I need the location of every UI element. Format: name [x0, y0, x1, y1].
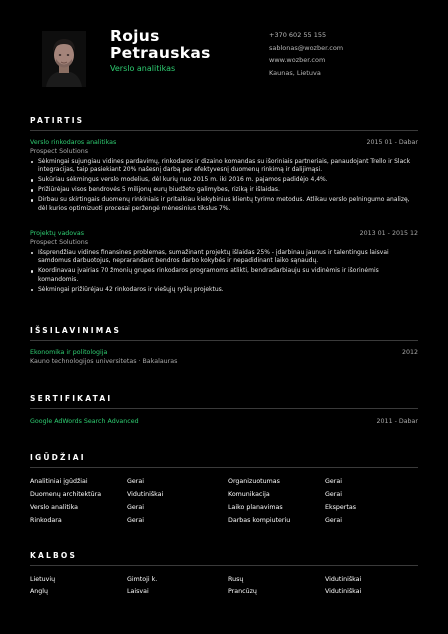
contact-email[interactable]: sablonas@wozber.com — [269, 43, 344, 52]
skill-name: Rinkodara — [30, 517, 62, 524]
skill-level: Gerai — [127, 504, 144, 511]
language-name: Lietuvių — [30, 576, 56, 583]
contact-list — [269, 29, 343, 79]
section-title-education: IŠSILAVINIMAS — [30, 326, 122, 335]
skill-level: Gerai — [127, 517, 144, 524]
section-divider — [30, 130, 418, 131]
section-title-certificates: SERTIFIKATAI — [30, 394, 113, 403]
name-last: Petrauskas — [110, 44, 211, 62]
skill-level: Gerai — [127, 478, 144, 485]
section-title-languages: KALBOS — [30, 551, 78, 560]
job-company-2: Prospect Solutions — [30, 239, 89, 246]
skill-name: Organizuotumas — [228, 478, 280, 485]
skill-name: Verslo analitika — [30, 504, 78, 511]
job-company-1: Prospect Solutions — [30, 148, 89, 155]
job-title-1: Verslo rinkodaros analitikas — [30, 139, 117, 146]
list-item: Dirbau su skirtingais duomenų rinkiniais ir pritaikiau kiekybinius klientų tyrimo metodus. Atlikau verslo pelningumo analizę, dėl kurios optimizuoti procesai peržengė mėnesinius tikslus 7%. — [30, 196, 416, 213]
list-item: Sukūriau sėkmingus verslo modelius, dėl kurių nuo 2015 m. iki 2016 m. pajamos padidėjo 4,4%. — [30, 176, 416, 184]
avatar — [42, 31, 86, 87]
job-title: Verslo analitikas — [110, 64, 176, 73]
skill-level: Gerai — [325, 517, 342, 524]
contact-phone[interactable]: +370 602 55 155 — [269, 31, 327, 39]
section-title-experience: PATIRTIS — [30, 116, 85, 125]
list-item: Išsprendžiau vidines finansines problemas, sumažinant projektų išlaidas 25% - įdarbinau jaunus ir talentingus laisvai samdomus darbuotojus, neprarandant bendros darbo kokybės ir nepadidinant laiko sąnaudų. — [30, 249, 416, 266]
skill-name: Darbas kompiuteriu — [228, 517, 291, 524]
name-first: Rojus — [110, 27, 160, 45]
certificate-dates: 2011 - Dabar — [376, 418, 418, 425]
certificate-name: Google AdWords Search Advanced — [30, 418, 139, 425]
section-divider — [30, 408, 418, 409]
skill-level: Gerai — [325, 478, 342, 485]
skill-level: Ekspertas — [325, 504, 356, 511]
job-title-2: Projektų vadovas — [30, 230, 85, 237]
contact-website[interactable]: www.wozber.com — [269, 56, 326, 64]
education-school: Kauno technologijos universitetas · Bakalauras — [30, 358, 178, 365]
language-level: Vidutiniškai — [325, 588, 362, 595]
skill-name: Laiko planavimas — [228, 504, 283, 511]
education-degree: Ekonomika ir politologija — [30, 349, 108, 356]
portrait-image — [42, 31, 86, 87]
section-divider — [30, 340, 418, 341]
skill-name: Komunikacija — [228, 491, 270, 498]
list-item: Sėkmingai prižiūrėjau 42 rinkodaros ir viešųjų ryšių projektus. — [30, 286, 416, 294]
section-title-skills: IGŪDŽIAI — [30, 453, 86, 462]
language-name: Anglų — [30, 588, 49, 595]
education-year: 2012 — [401, 349, 418, 356]
job-dates-2: 2013 01 - 2015 12 — [359, 230, 418, 237]
skill-level: Vidutiniškai — [127, 491, 164, 498]
contact-location: Kaunas, Lietuva — [269, 68, 321, 77]
list-item: Koordinavau įvairias 70 žmonių grupes rinkodaros programoms atlikti, bendradarbiauju su vidinėmis ir išorinėmis komandomis. — [30, 267, 416, 284]
list-item: Prižiūrėjau visos bendrovės 5 milijonų eurų biudžeto galimybes, riziką ir išlaidas. — [30, 186, 416, 194]
skill-name: Analitiniai įgūdžiai — [30, 478, 88, 485]
skill-level: Gerai — [325, 491, 342, 498]
candidate-name — [110, 28, 211, 62]
language-level: Laisvai — [127, 588, 149, 595]
language-name: Rusų — [228, 576, 244, 583]
job-dates-1: 2015 01 - Dabar — [366, 139, 418, 146]
language-name: Prancūzų — [228, 588, 257, 595]
list-item: Sėkmingai sujungiau vidines pardavimų, rinkodaros ir dizaino komandas su išoriniais partneriais, panaudojant Trello ir Slack integracijas, taip pasiekiant 20% našesnį darbą per efektyvesnį duomenų rinkimą ir dalijimąsi. — [30, 158, 416, 175]
section-divider — [30, 467, 418, 468]
job-bullets-2 — [30, 249, 416, 296]
job-bullets-1 — [30, 158, 416, 214]
language-level: Vidutiniškai — [325, 576, 362, 583]
skill-name: Duomenų architektūra — [30, 491, 102, 498]
section-divider — [30, 565, 418, 566]
language-level: Gimtoji k. — [127, 576, 158, 583]
